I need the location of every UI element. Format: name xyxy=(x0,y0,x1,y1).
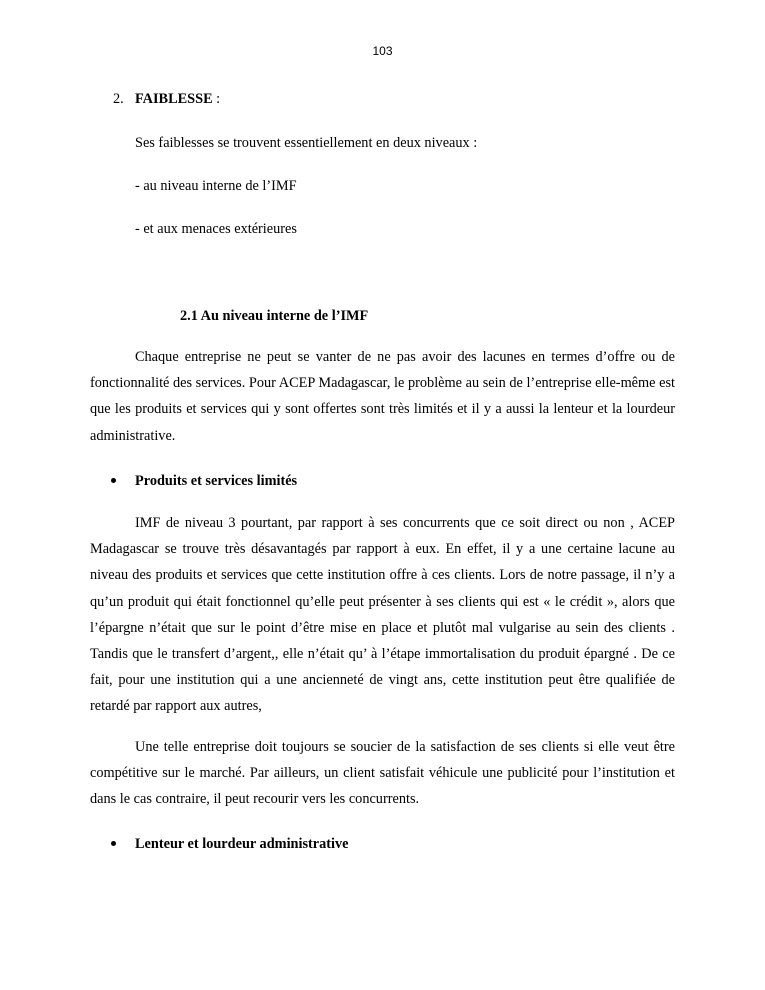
paragraph-satisfaction-text: Une telle entreprise doit toujours se soucier de la satisfaction de ses clients si elle veut être compétitive sur le marché. Par ailleurs, un client satisfait véhicule une publicité pour l’institution et dans le cas contraire, il peut recourir vers les concurrents. xyxy=(90,739,675,808)
subsection-heading: 2.1 Au niveau interne de l’IMF xyxy=(180,308,369,324)
bullet-label: Produits et services limités xyxy=(135,473,298,489)
bullet-icon xyxy=(111,478,116,483)
bullet-item xyxy=(111,472,298,490)
section-intro: Ses faiblesses se trouvent essentiellement en deux niveaux : xyxy=(135,135,478,151)
bullet-item xyxy=(111,835,349,853)
paragraph-products xyxy=(90,510,675,720)
paragraph-satisfaction xyxy=(90,734,675,813)
list-item: - et aux menaces extérieures xyxy=(135,221,297,237)
section-title: FAIBLESSE xyxy=(135,91,213,107)
bullet-icon xyxy=(111,841,116,846)
section-heading xyxy=(113,90,220,108)
page-number: 103 xyxy=(372,44,393,58)
bullet-label: Lenteur et lourdeur administrative xyxy=(135,836,349,852)
paragraph-intro xyxy=(90,344,675,449)
list-item: - au niveau interne de l’IMF xyxy=(135,178,297,194)
paragraph-products-text: IMF de niveau 3 pourtant, par rapport à ses concurrents que ce soit direct ou non , ACEP Madagascar se trouve très désavantagés par rapport à eux. En effet, il y a une certaine lacune au niveau des produits et services que cette institution offre à ces clients. Lors de notre passage, il n’y a qu’un produit qui était fonctionnel qu’elle peut présenter à ses clients qui est « le crédit », alors que l’épargne n’était que sur le point d’être mise en place et plutôt mal vulgarise au sein des clients . Tandis que le transfert d’argent,, elle n’était qu’ à l’étape immortalisation du produit épargné . De ce fait, pour une institution qui a une ancienneté de vingt ans, cette institution peut être qualifiée de retardé par rapport aux autres, xyxy=(90,515,675,715)
section-number: 2. xyxy=(113,91,124,107)
section-title-suffix: : xyxy=(212,91,221,107)
paragraph-intro-text: Chaque entreprise ne peut se vanter de ne pas avoir des lacunes en termes d’offre ou de fonctionnalité des services. Pour ACEP Madagascar, le problème au sein de l’entreprise elle-même est que les produits et services qui y sont offertes sont très limités et il y a aussi la lenteur et la lourdeur administrative. xyxy=(90,349,675,444)
